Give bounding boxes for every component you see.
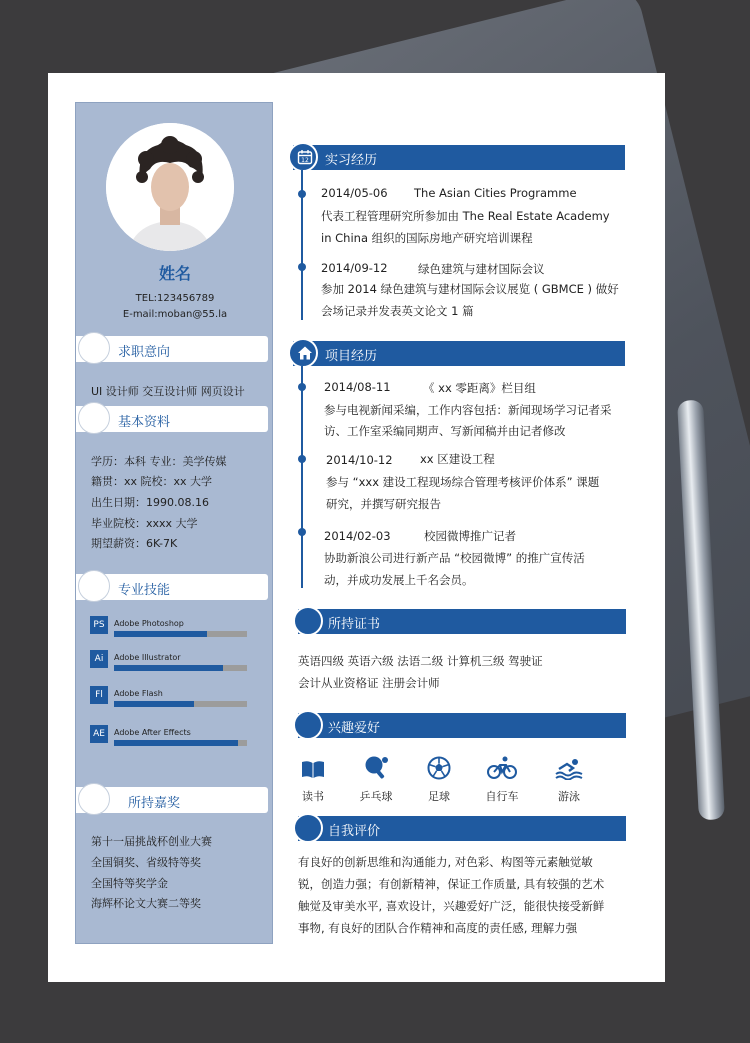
entry-date: 2014/02-03 [324,529,391,543]
skill-item [90,616,260,646]
timeline-dot [298,455,306,463]
certificate-line: 会计从业资格证 注册会计师 [298,676,440,690]
skill-bar [114,665,247,671]
entry-desc: 会场记录并发表英文论文 1 篇 [321,304,474,318]
section-title-objective: 求职意向 [76,336,268,362]
basic-info-line: 籍贯：xx 院校：xx 大学 [91,475,213,488]
section-title-self-evaluation: 自我评价 [298,816,626,841]
resume-page [48,73,665,982]
timeline-dot [298,263,306,271]
section-title-skills: 专业技能 [76,574,268,600]
swimming-icon [554,758,584,780]
basic-info-line: 毕业院校：xxxx 大学 [91,517,198,530]
book-icon [300,758,326,780]
hobby-item: 足球 [414,756,464,804]
timeline-dot [298,190,306,198]
award-item: 海辉杯论文大赛二等奖 [91,897,201,910]
self-evaluation-line: 有良好的创新思维和沟通能力, 对色彩、构图等元素触觉敏 [298,855,593,869]
objective-text: UI 设计师 交互设计师 网页设计 [91,385,245,398]
skill-bar-fill [114,740,238,746]
skill-name: Adobe Flash [114,689,163,698]
section-title-awards: 所持嘉奖 [76,787,268,813]
hobby-item: 自行车 [477,755,527,804]
timeline-dot [298,383,306,391]
section-title-circle [293,813,323,843]
football-icon [427,756,451,780]
skill-bar [114,701,247,707]
entry-desc: 动，并成功发展上千名会员。 [324,573,474,587]
entry-org: 《 xx 零距离》栏目组 [423,381,536,395]
timeline-line [301,366,303,588]
entry-desc: 参与 “xxx 建设工程现场综合管理考核评价体系” 课题 [326,475,600,489]
illustrator-icon: Ai [90,650,108,668]
skill-bar-fill [114,631,207,637]
basic-info-line: 学历：本科 专业：美学传媒 [91,455,227,468]
ping-pong-icon [363,755,389,780]
certificate-line: 英语四级 英语六级 法语二级 计算机三级 驾驶证 [298,654,543,668]
candidate-name: 姓名 [158,264,191,283]
sidebar [75,102,273,944]
svg-text:12: 12 [301,157,309,164]
entry-desc: in China 组织的国际房地产研究培训课程 [321,231,533,245]
skill-item [90,650,260,680]
award-item: 全国特等奖学金 [91,877,168,890]
section-title-basic-info: 基本资料 [76,406,268,432]
entry-desc: 访、工作室采编同期声、写新闻稿并由记者修改 [324,424,566,438]
home-icon [297,345,313,361]
photoshop-icon: PS [90,616,108,634]
section-title-circle [78,402,110,434]
entry-date: 2014/08-11 [324,380,391,394]
hobby-item: 读书 [288,758,338,804]
flash-icon: Fl [90,686,108,704]
calendar-icon [297,149,313,165]
contact-phone: TEL:123456789 [135,293,215,304]
entry-org: xx 区建设工程 [420,452,495,466]
skill-bar [114,631,247,637]
self-evaluation-line: 锐，创造力强；有创新精神，保证工作质量, 具有较强的艺术 [298,877,605,891]
skill-item [90,686,260,716]
entry-date: 2014/10-12 [326,453,393,467]
basic-info-line: 期望薪资：6K-7K [91,537,178,550]
section-title-certificates: 所持证书 [298,609,626,634]
entry-desc: 参加 2014 绿色建筑与建材国际会议展览 ( GBMCE ) 做好 [321,282,619,296]
avatar [106,123,234,251]
hobby-item: 游泳 [544,758,594,804]
section-title-circle [78,783,110,815]
contact-email: E-mail:moban@55.la [122,309,228,320]
self-evaluation-line: 触觉及审美水平, 喜欢设计，兴趣爱好广泛，能很快接受新鲜 [298,899,605,913]
after-effects-icon: AE [90,725,108,743]
skill-name: Adobe After Effects [114,728,191,737]
section-title-circle [78,332,110,364]
award-item: 第十一届挑战杯创业大赛 [91,835,212,848]
skill-bar-fill [114,701,194,707]
skill-name: Adobe Illustrator [114,653,181,662]
section-title-projects: 项目经历 [293,341,625,366]
basic-info-line: 出生日期：1990.08.16 [91,496,209,509]
entry-org: The Asian Cities Programme [414,186,577,200]
skill-bar [114,740,247,746]
entry-desc: 研究，并撰写研究报告 [326,497,441,511]
timeline-dot [298,528,306,536]
entry-desc: 协助新浪公司进行新产品 “校园微博” 的推广宣传活 [324,551,585,565]
self-evaluation-line: 事物, 有良好的团队合作精神和高度的责任感, 理解力强 [298,921,578,935]
section-title-hobbies: 兴趣爱好 [298,713,626,738]
entry-org: 校园微博推广记者 [424,529,516,543]
entry-org: 绿色建筑与建材国际会议 [418,262,545,276]
entry-date: 2014/09-12 [321,261,388,275]
section-title-circle [293,606,323,636]
section-title-circle [293,710,323,740]
entry-desc: 代表工程管理研究所参加由 The Real Estate Academy [321,209,610,223]
section-title-internship: 12 实习经历 [293,145,625,170]
hobby-item: 乒乓球 [351,755,401,804]
section-title-circle [78,570,110,602]
bicycle-icon [487,755,517,780]
skill-item [90,725,260,755]
entry-desc: 参与电视新闻采编，工作内容包括：新闻现场学习记者采 [324,403,612,417]
skill-bar-fill [114,665,223,671]
award-item: 全国铜奖、省级特等奖 [91,856,201,869]
skill-name: Adobe Photoshop [114,619,184,628]
entry-date: 2014/05-06 [321,186,388,200]
